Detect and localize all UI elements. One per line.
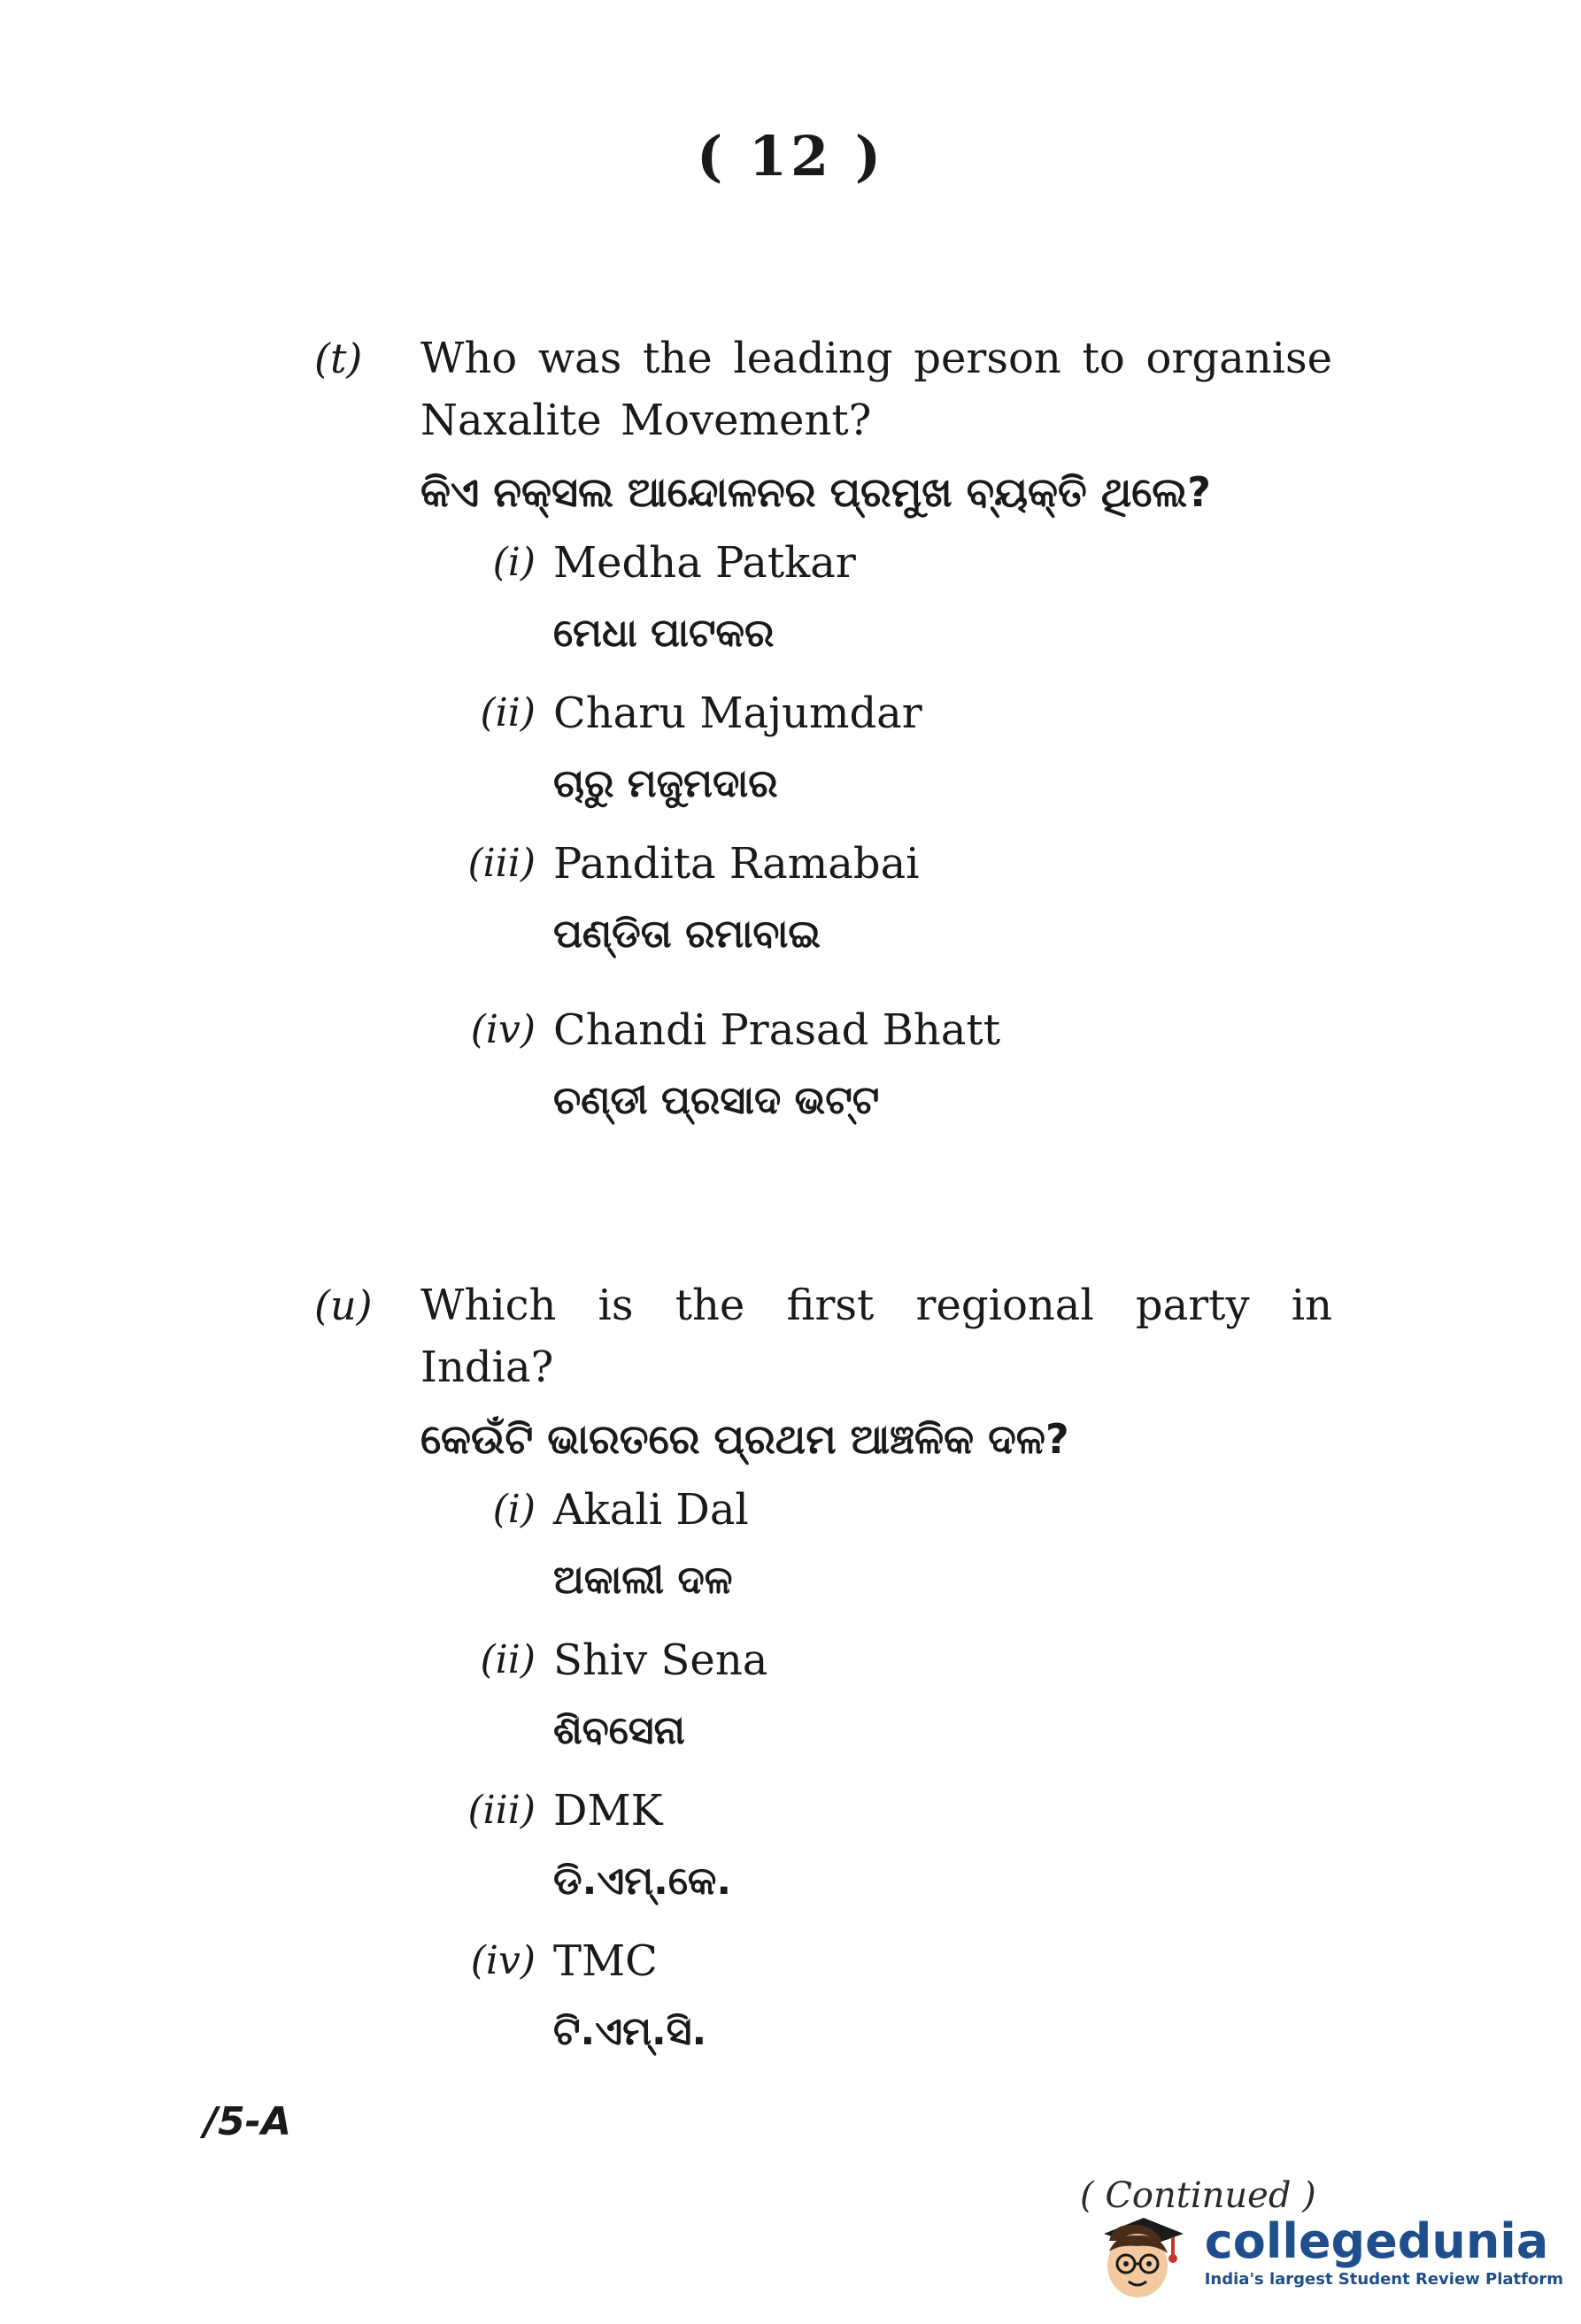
option-text-odia: ଚଣ୍ଡୀ ପ୍ରସାଦ ଭଟ୍ଟ xyxy=(553,1078,880,1123)
option-label: (iv) xyxy=(470,1938,536,1983)
question-label: (t) xyxy=(314,335,363,382)
mascot-logo-icon xyxy=(1086,2198,1192,2305)
option-label: (iii) xyxy=(467,841,536,886)
option-label: (i) xyxy=(492,1487,536,1532)
option-text-english: Akali Dal xyxy=(553,1485,749,1535)
option-item xyxy=(420,1632,1332,1759)
option-text-english: Medha Patkar xyxy=(553,538,856,588)
question-u xyxy=(314,1274,1332,2083)
option-text-odia: ଚାରୁ ମଜୁମଦାର xyxy=(553,761,778,806)
option-text-odia: ଶିବସେନା xyxy=(553,1708,685,1753)
brand-watermark xyxy=(1086,2198,1563,2305)
option-item xyxy=(420,685,1332,812)
options-list xyxy=(420,535,1332,1129)
option-text-english: Chandi Prasad Bhatt xyxy=(553,1005,1000,1055)
option-label: (iv) xyxy=(470,1007,536,1052)
option-label: (ii) xyxy=(480,1637,536,1682)
option-item xyxy=(420,1481,1332,1609)
option-text-english: DMK xyxy=(553,1786,663,1835)
question-t xyxy=(314,327,1332,1152)
question-text-odia: କେଉଁଟି ଭାରତରେ ପ୍ରଥମ ଆଞ୍ଚଳିକ ଦଳ? xyxy=(420,1415,1069,1463)
option-label: (iii) xyxy=(467,1788,536,1833)
option-label: (i) xyxy=(492,540,536,585)
paper-code: /5-A xyxy=(204,2099,291,2144)
option-item xyxy=(420,535,1332,662)
option-text-odia: ପଣ୍ଡିତା ରମାବାଇ xyxy=(553,912,821,957)
option-item xyxy=(420,1002,1332,1129)
option-text-english: Pandita Ramabai xyxy=(553,839,920,889)
question-text-english: Who was the leading person to organise Naxalite Movement? xyxy=(420,334,1332,445)
option-text-odia: ଅକାଲୀ ଦଳ xyxy=(553,1558,733,1603)
option-text-odia: ଡି.ଏମ୍.କେ. xyxy=(553,1858,732,1904)
option-label: (ii) xyxy=(480,690,536,735)
option-item xyxy=(420,1782,1332,1910)
question-text-english: Which is the first regional party in India? xyxy=(420,1281,1332,1392)
question-text-odia: କିଏ ନକ୍ସଲ ଆନ୍ଦୋଳନର ପ୍ରମୁଖ ବ୍ୟକ୍ତି ଥିଲେ? xyxy=(420,468,1211,516)
brand-name: collegedunia xyxy=(1204,2212,1549,2269)
option-text-english: TMC xyxy=(553,1936,658,1986)
brand-tagline: India's largest Student Review Platform xyxy=(1204,2269,1563,2289)
option-item xyxy=(420,1933,1332,2060)
options-list xyxy=(420,1481,1332,2060)
option-text-english: Charu Majumdar xyxy=(553,689,922,738)
option-text-odia: ମେଧା ପାଟକର xyxy=(553,611,775,656)
option-text-odia: ଟି.ଏମ୍.ସି. xyxy=(553,2009,707,2054)
page-number: ( 12 ) xyxy=(696,124,885,189)
question-label: (u) xyxy=(314,1281,373,1329)
option-text-english: Shiv Sena xyxy=(553,1635,768,1685)
option-item xyxy=(420,835,1332,963)
continued-note: ( Continued ) xyxy=(1080,2175,1316,2216)
